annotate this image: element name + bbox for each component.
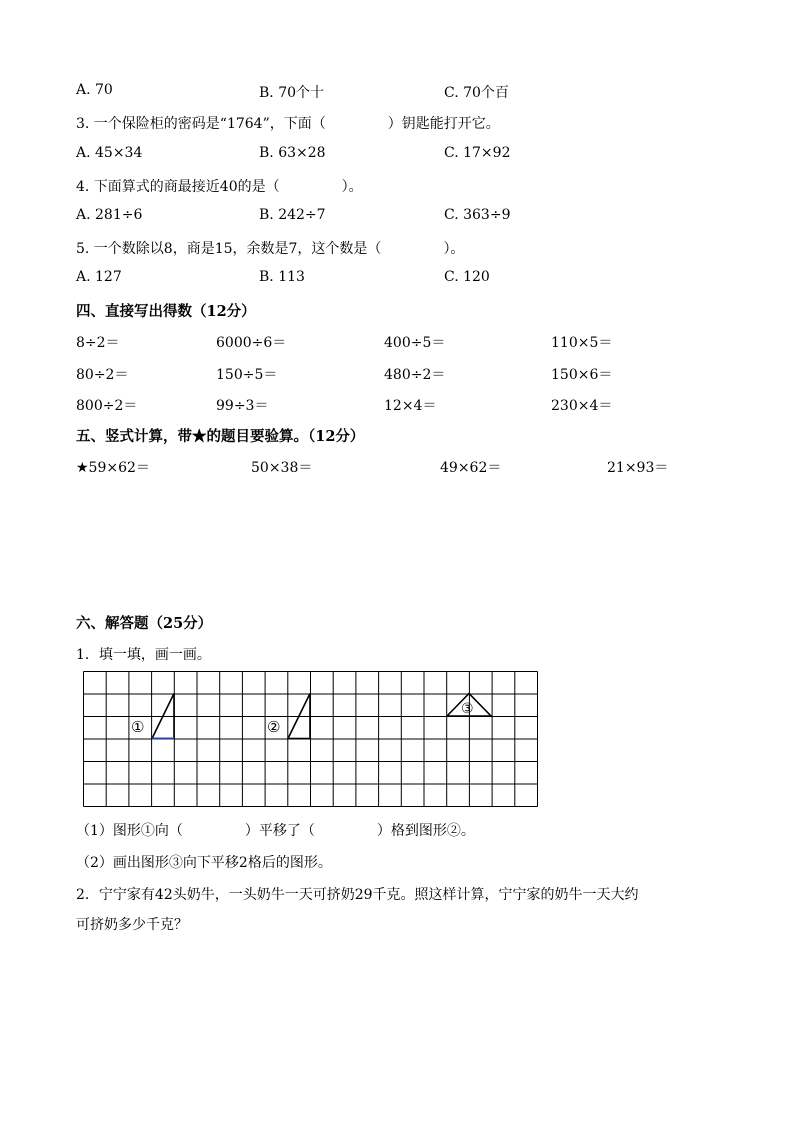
calc-item: 12×4＝ — [384, 398, 437, 414]
problem2-line1: 2．宁宁家有42头奶牛，一头奶牛一天可挤奶29千克。照这样计算，宁宁家的奶牛一天大约 — [76, 887, 639, 903]
q3-option-a: A. 45×34 — [76, 145, 143, 161]
vertical-calc-item: ★59×62＝ — [76, 460, 150, 476]
calc-item: 99÷3＝ — [216, 398, 269, 414]
subquestion-2: （2）画出图形③向下平移2格后的图形。 — [76, 855, 332, 871]
q4-option-a: A. 281÷6 — [76, 207, 143, 223]
q5-question — [76, 238, 464, 258]
section4-title: 四、直接写出得数（12分） — [76, 303, 256, 320]
shape-2-label: ② — [267, 718, 281, 736]
q3-option-c: C. 17×92 — [444, 145, 511, 161]
q2-option-b: B. 70个十 — [259, 85, 325, 101]
q2-option-a: A. 70 — [76, 82, 113, 98]
translation-grid — [83, 671, 539, 811]
calc-item: 6000÷6＝ — [216, 335, 287, 351]
q5-option-b: B. 113 — [259, 269, 305, 285]
q4-option-c: C. 363÷9 — [444, 207, 511, 223]
q3-question — [76, 113, 500, 133]
sub1-text-post: ）格到图形②。 — [376, 823, 475, 839]
vertical-calc-item: 49×62＝ — [440, 460, 502, 476]
problem1-title: 1．填一填，画一画。 — [76, 647, 211, 663]
calc-item: 8÷2＝ — [76, 335, 120, 351]
q5-option-a: A. 127 — [76, 269, 122, 285]
q2-option-c: C. 70个百 — [444, 85, 509, 101]
shape-1-label: ① — [131, 718, 145, 736]
q3-text-post: ）钥匙能打开它。 — [387, 116, 500, 132]
sub1-text-pre: （1）图形①向（ — [76, 823, 183, 839]
vertical-calc-item: 50×38＝ — [251, 460, 313, 476]
calc-item: 80÷2＝ — [76, 367, 129, 383]
q3-option-b: B. 63×28 — [259, 145, 326, 161]
calc-item: 150÷5＝ — [216, 367, 278, 383]
section6-title: 六、解答题（25分） — [76, 615, 213, 632]
vertical-calc-item: 21×93＝ — [607, 460, 669, 476]
calc-item: 110×5＝ — [551, 335, 613, 351]
problem2-line2: 可挤奶多少千克？ — [76, 917, 188, 933]
q5-text-post: ）。 — [443, 241, 465, 257]
calc-item: 480÷2＝ — [384, 367, 446, 383]
q5-option-c: C. 120 — [444, 269, 490, 285]
q3-text-pre: 3. 一个保险柜的密码是“1764”，下面（ — [76, 116, 326, 132]
q4-text-pre: 4. 下面算式的商最接近40的是（ — [76, 179, 280, 195]
section5-title: 五、竖式计算，带★的题目要验算。（12分） — [76, 428, 365, 445]
q5-text-pre: 5. 一个数除以8，商是15，余数是7，这个数是（ — [76, 241, 382, 257]
calc-item: 230×4＝ — [551, 398, 613, 414]
q4-question — [76, 176, 363, 196]
calc-item: 800÷2＝ — [76, 398, 138, 414]
shape-3-label: ③ — [461, 701, 474, 717]
subquestion-1 — [76, 820, 475, 840]
q4-text-post: ）。 — [341, 179, 363, 195]
q4-option-b: B. 242÷7 — [259, 207, 326, 223]
sub1-text-mid: ）平移了（ — [244, 823, 315, 839]
calc-item: 400÷5＝ — [384, 335, 446, 351]
calc-item: 150×6＝ — [551, 367, 613, 383]
